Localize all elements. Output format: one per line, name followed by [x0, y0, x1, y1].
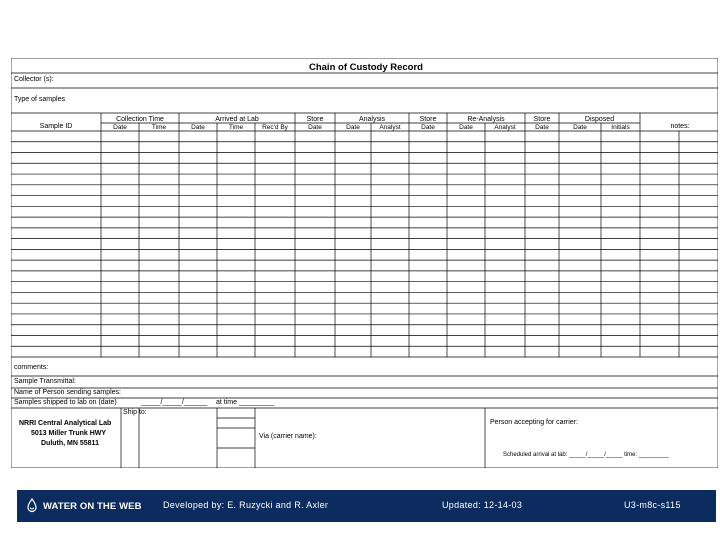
updated-date: Updated: 12-14-03 — [442, 500, 523, 510]
group-header-label: Store — [306, 116, 324, 123]
column-header-label: Date — [535, 124, 549, 131]
column-header-label: Date — [459, 124, 473, 131]
column-header-label: Date — [421, 124, 435, 131]
chain-of-custody-form — [11, 58, 718, 468]
scheduled-arrival-label: Scheduled arrival at lab: _____/_____/_____ time: _________ — [503, 452, 669, 458]
column-header-label: Rec'd By — [262, 124, 288, 131]
group-header-label: Re-Analysis — [467, 116, 505, 123]
sample-transmittal-label: Sample Transmittal: — [14, 378, 76, 385]
collectors-label: Collector (s): — [14, 76, 54, 83]
column-header-label: Initials — [611, 124, 630, 131]
shipped-date-label: Samples shipped to lab on (date) — [14, 399, 117, 406]
column-header-label: Time — [228, 124, 244, 131]
logo-text: WATER ON THE WEB — [43, 500, 142, 512]
column-header-label: Time — [151, 124, 167, 131]
type-of-samples-label: Type of samples — [14, 96, 65, 103]
footer-bar — [17, 490, 716, 522]
water-on-the-web-logo[interactable] — [25, 498, 142, 514]
shipped-time-label: at time _________ — [216, 399, 274, 406]
ship-to-address-line-1: NRRI Central Analytical Lab — [19, 420, 112, 427]
person-sending-label: Name of Person sending samples: — [14, 389, 121, 396]
via-carrier-label: Via (carrier name): — [259, 433, 317, 440]
slide-id: U3-m8c-s115 — [624, 500, 681, 510]
column-header-label: Analyst — [494, 124, 516, 131]
water-drop-hand-icon — [25, 498, 39, 514]
column-header-label: Date — [191, 124, 205, 131]
sample-id-header: Sample ID — [39, 123, 73, 130]
group-header-label: Disposed — [584, 116, 615, 123]
person-accepting-label: Person accepting for carrier: — [490, 419, 578, 426]
group-header-label: Store — [533, 116, 551, 123]
group-header-label: Arrived at Lab — [215, 116, 259, 123]
ship-to-label: Ship to: — [123, 409, 147, 416]
group-header-label: Store — [419, 116, 437, 123]
column-header-label: Date — [346, 124, 360, 131]
column-header-label: Date — [308, 124, 322, 131]
column-header-label: Date — [573, 124, 587, 131]
column-header-label: Date — [113, 124, 127, 131]
form-title: Chain of Custody Record — [308, 62, 424, 73]
group-header-label: Analysis — [358, 116, 386, 123]
ship-to-address-line-2: 5013 Miller Trunk HWY — [31, 430, 107, 437]
comments-label: comments: — [14, 364, 49, 371]
notes-header: notes: — [670, 123, 690, 130]
ship-to-address-line-3: Duluth, MN 55811 — [41, 440, 99, 447]
shipped-date-blanks: _____/_____/______ — [141, 399, 208, 406]
column-header-label: Analyst — [379, 124, 401, 131]
group-header-label: Collection Time — [116, 116, 164, 123]
developed-by-credit: Developed by: E. Ruzycki and R. Axler — [163, 500, 329, 510]
